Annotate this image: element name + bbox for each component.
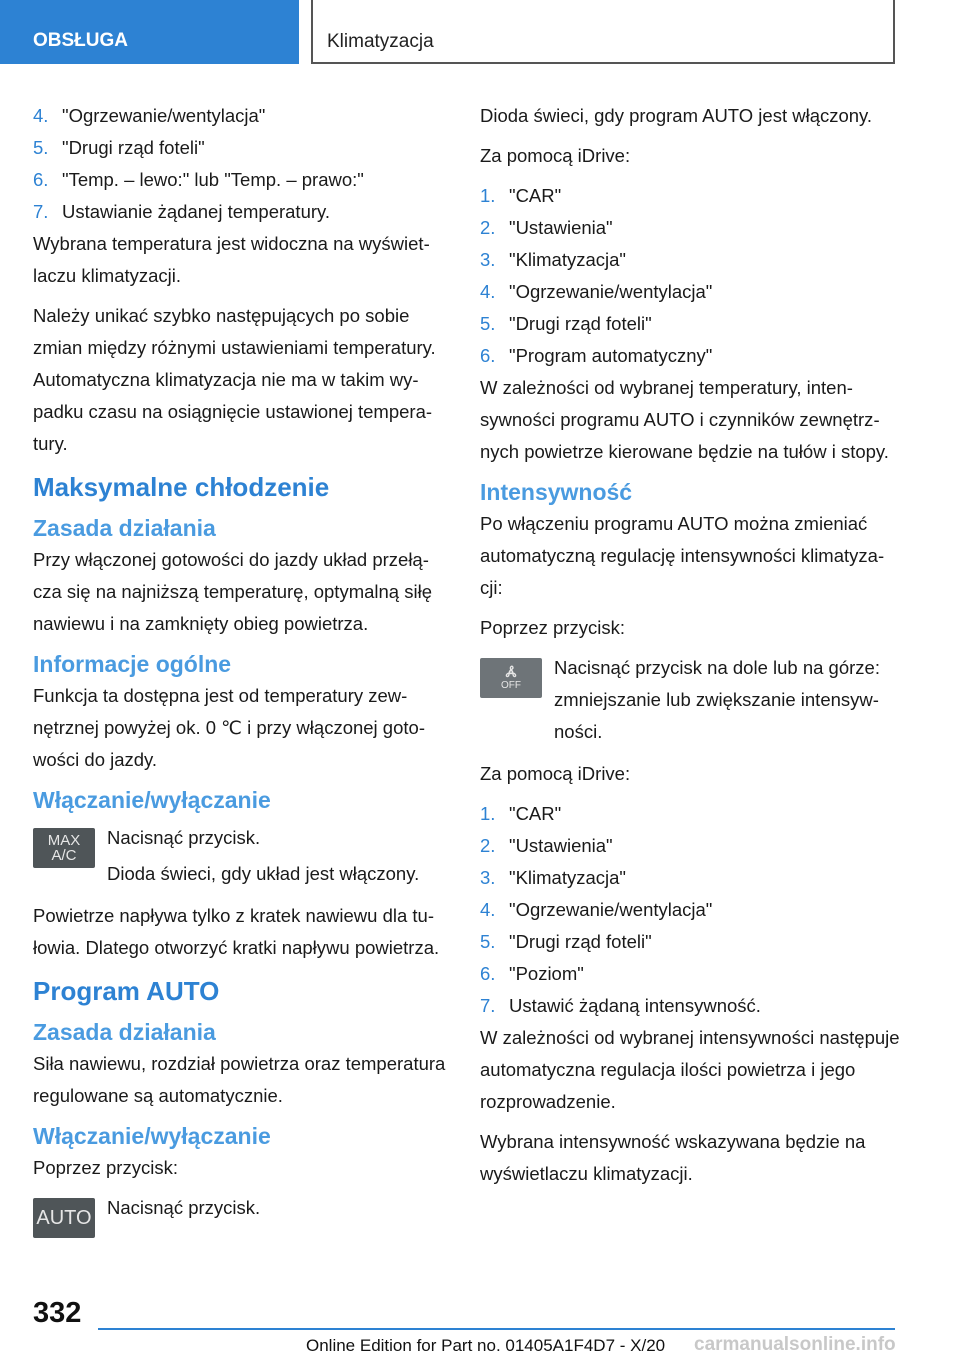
- watermark: carmanualsonline.info: [694, 1334, 896, 1355]
- paragraph: Za pomocą iDrive:: [480, 145, 631, 166]
- list-text: "CAR": [509, 185, 562, 206]
- steps-list-idrive-auto: [480, 180, 900, 372]
- chapter-title: Klimatyzacja: [311, 0, 895, 64]
- steps-list-temperature: [33, 100, 451, 228]
- list-text: "Ogrzewanie/wentylacja": [509, 281, 713, 302]
- list-text: "Klimatyzacja": [509, 867, 626, 888]
- auto-button-icon: AUTO: [33, 1198, 95, 1238]
- paragraph: Po włączeniu programu AUTO można zmieniać automatyczną regulację intensywności klimatyzacji:: [480, 513, 885, 598]
- footer-divider: [98, 1328, 895, 1330]
- list-item: [480, 958, 900, 990]
- list-text: "Ustawienia": [509, 217, 613, 238]
- list-text: Ustawić żądaną intensywność.: [509, 995, 761, 1016]
- list-number: 6.: [480, 345, 496, 366]
- paragraph: Poprzez przycisk:: [33, 1157, 178, 1178]
- list-text: "Ogrzewanie/wentylacja": [62, 105, 266, 126]
- list-item: [33, 132, 451, 164]
- paragraph: W zależności od wybranej temperatury, intensywności programu AUTO i czynników zewnętrznych powietrze kierowane będzie na tułów i stopy.: [480, 377, 889, 462]
- list-text: "Ustawienia": [509, 835, 613, 856]
- max-ac-button-row: [33, 822, 451, 894]
- list-number: 6.: [33, 169, 49, 190]
- list-item: [480, 340, 900, 372]
- paragraph: Przy włączonej gotowości do jazdy układ przełącza się na najniższą temperaturę, optymalną siłę nawiewu i na zamknięty obieg powietrza.: [33, 549, 432, 634]
- paragraph: Powietrze napływa tylko z kratek nawiewu dla tułowia. Dlatego otworzyć kratki napływu powietrza.: [33, 905, 440, 958]
- paragraph: Należy unikać szybko następujących po sobie zmian między różnymi ustawieniami temperatury. Automatyczna klimatyzacja nie ma w takim wypadku czasu na osiągnięcie ustawionej temperatury.: [33, 305, 436, 454]
- list-number: 4.: [33, 105, 49, 126]
- list-item: [480, 276, 900, 308]
- paragraph: W zależności od wybranej intensywności następuje automatyczna regulacja ilości powietrza i jego rozprowadzenie.: [480, 1027, 900, 1112]
- paragraph: Nacisnąć przycisk.: [107, 1197, 261, 1218]
- list-item: [480, 990, 900, 1022]
- list-number: 1.: [480, 185, 496, 206]
- paragraph: Funkcja ta dostępna jest od temperatury zewnętrznej powyżej ok. 0 ℃ i przy włączonej gotowości do jazdy.: [33, 685, 425, 770]
- heading-on-off: Włączanie/wyłączanie: [33, 1123, 271, 1149]
- list-text: "Drugi rząd foteli": [62, 137, 205, 158]
- list-number: 2.: [480, 217, 496, 238]
- list-item: [480, 212, 900, 244]
- list-number: 5.: [33, 137, 49, 158]
- edition-note: Online Edition for Part no. 01405A1F4D7 - X/20: [306, 1336, 666, 1355]
- list-number: 7.: [480, 995, 496, 1016]
- heading-intensity: Intensywność: [480, 479, 633, 505]
- paragraph: Nacisnąć przycisk na dole lub na górze: zmniejszanie lub zwiększanie intensywności.: [554, 657, 880, 742]
- list-number: 7.: [33, 201, 49, 222]
- fan-button-row: [480, 652, 900, 752]
- list-item: [33, 196, 451, 228]
- list-text: Ustawianie żądanej temperatury.: [62, 201, 331, 222]
- paragraph: Za pomocą iDrive:: [480, 763, 631, 784]
- list-item: [33, 164, 451, 196]
- list-text: "Klimatyzacja": [509, 249, 626, 270]
- paragraph: Siła nawiewu, rozdział powietrza oraz temperatura regulowane są automatycznie.: [33, 1053, 446, 1106]
- list-text: "Drugi rząd foteli": [509, 313, 652, 334]
- list-number: 4.: [480, 899, 496, 920]
- list-item: [480, 830, 900, 862]
- button-description: [107, 822, 419, 894]
- list-item: [480, 798, 900, 830]
- heading-max-cooling: Maksymalne chłodzenie: [33, 472, 330, 502]
- list-item: [480, 244, 900, 276]
- heading-general-info: Informacje ogólne: [33, 651, 232, 677]
- list-number: 2.: [480, 835, 496, 856]
- heading-on-off: Włączanie/wyłączanie: [33, 787, 271, 813]
- paragraph: Dioda świeci, gdy program AUTO jest włączony.: [480, 105, 873, 126]
- paragraph: Poprzez przycisk:: [480, 617, 625, 638]
- paragraph: Nacisnąć przycisk.: [107, 827, 261, 848]
- list-text: "Drugi rząd foteli": [509, 931, 652, 952]
- page-number: 332: [33, 1297, 82, 1329]
- list-text: "Poziom": [509, 963, 584, 984]
- list-text: "Temp. – lewo:" lub "Temp. – prawo:": [62, 169, 364, 190]
- heading-principle: Zasada działania: [33, 1019, 216, 1045]
- list-item: [480, 926, 900, 958]
- left-column: [33, 100, 451, 1238]
- list-number: 5.: [480, 313, 496, 334]
- list-item: [480, 862, 900, 894]
- auto-button-row: [33, 1192, 451, 1238]
- list-number: 4.: [480, 281, 496, 302]
- section-tab: OBSŁUGA: [0, 0, 299, 64]
- list-text: "CAR": [509, 803, 562, 824]
- list-item: [480, 180, 900, 212]
- button-description: [554, 652, 900, 752]
- steps-list-idrive-intensity: [480, 798, 900, 1022]
- paragraph: Wybrana temperatura jest widoczna na wyświetlaczu klimatyzacji.: [33, 233, 430, 286]
- paragraph: Dioda świeci, gdy układ jest włączony.: [107, 863, 420, 884]
- list-number: 1.: [480, 803, 496, 824]
- list-item: [480, 894, 900, 926]
- list-number: 3.: [480, 249, 496, 270]
- heading-auto-program: Program AUTO: [33, 976, 220, 1006]
- list-number: 3.: [480, 867, 496, 888]
- list-item: [480, 308, 900, 340]
- list-text: "Ogrzewanie/wentylacja": [509, 899, 713, 920]
- list-number: 6.: [480, 963, 496, 984]
- heading-principle: Zasada działania: [33, 515, 216, 541]
- list-number: 5.: [480, 931, 496, 952]
- list-item: [33, 100, 451, 132]
- paragraph: Wybrana intensywność wskazywana będzie na wyświetlaczu klimatyzacji.: [480, 1131, 866, 1184]
- list-text: "Program automatyczny": [509, 345, 713, 366]
- button-description: [107, 1192, 260, 1238]
- fan-off-label: OFF: [501, 680, 521, 691]
- right-column: [480, 100, 900, 1198]
- max-ac-button-icon: MAX A/C: [33, 828, 95, 868]
